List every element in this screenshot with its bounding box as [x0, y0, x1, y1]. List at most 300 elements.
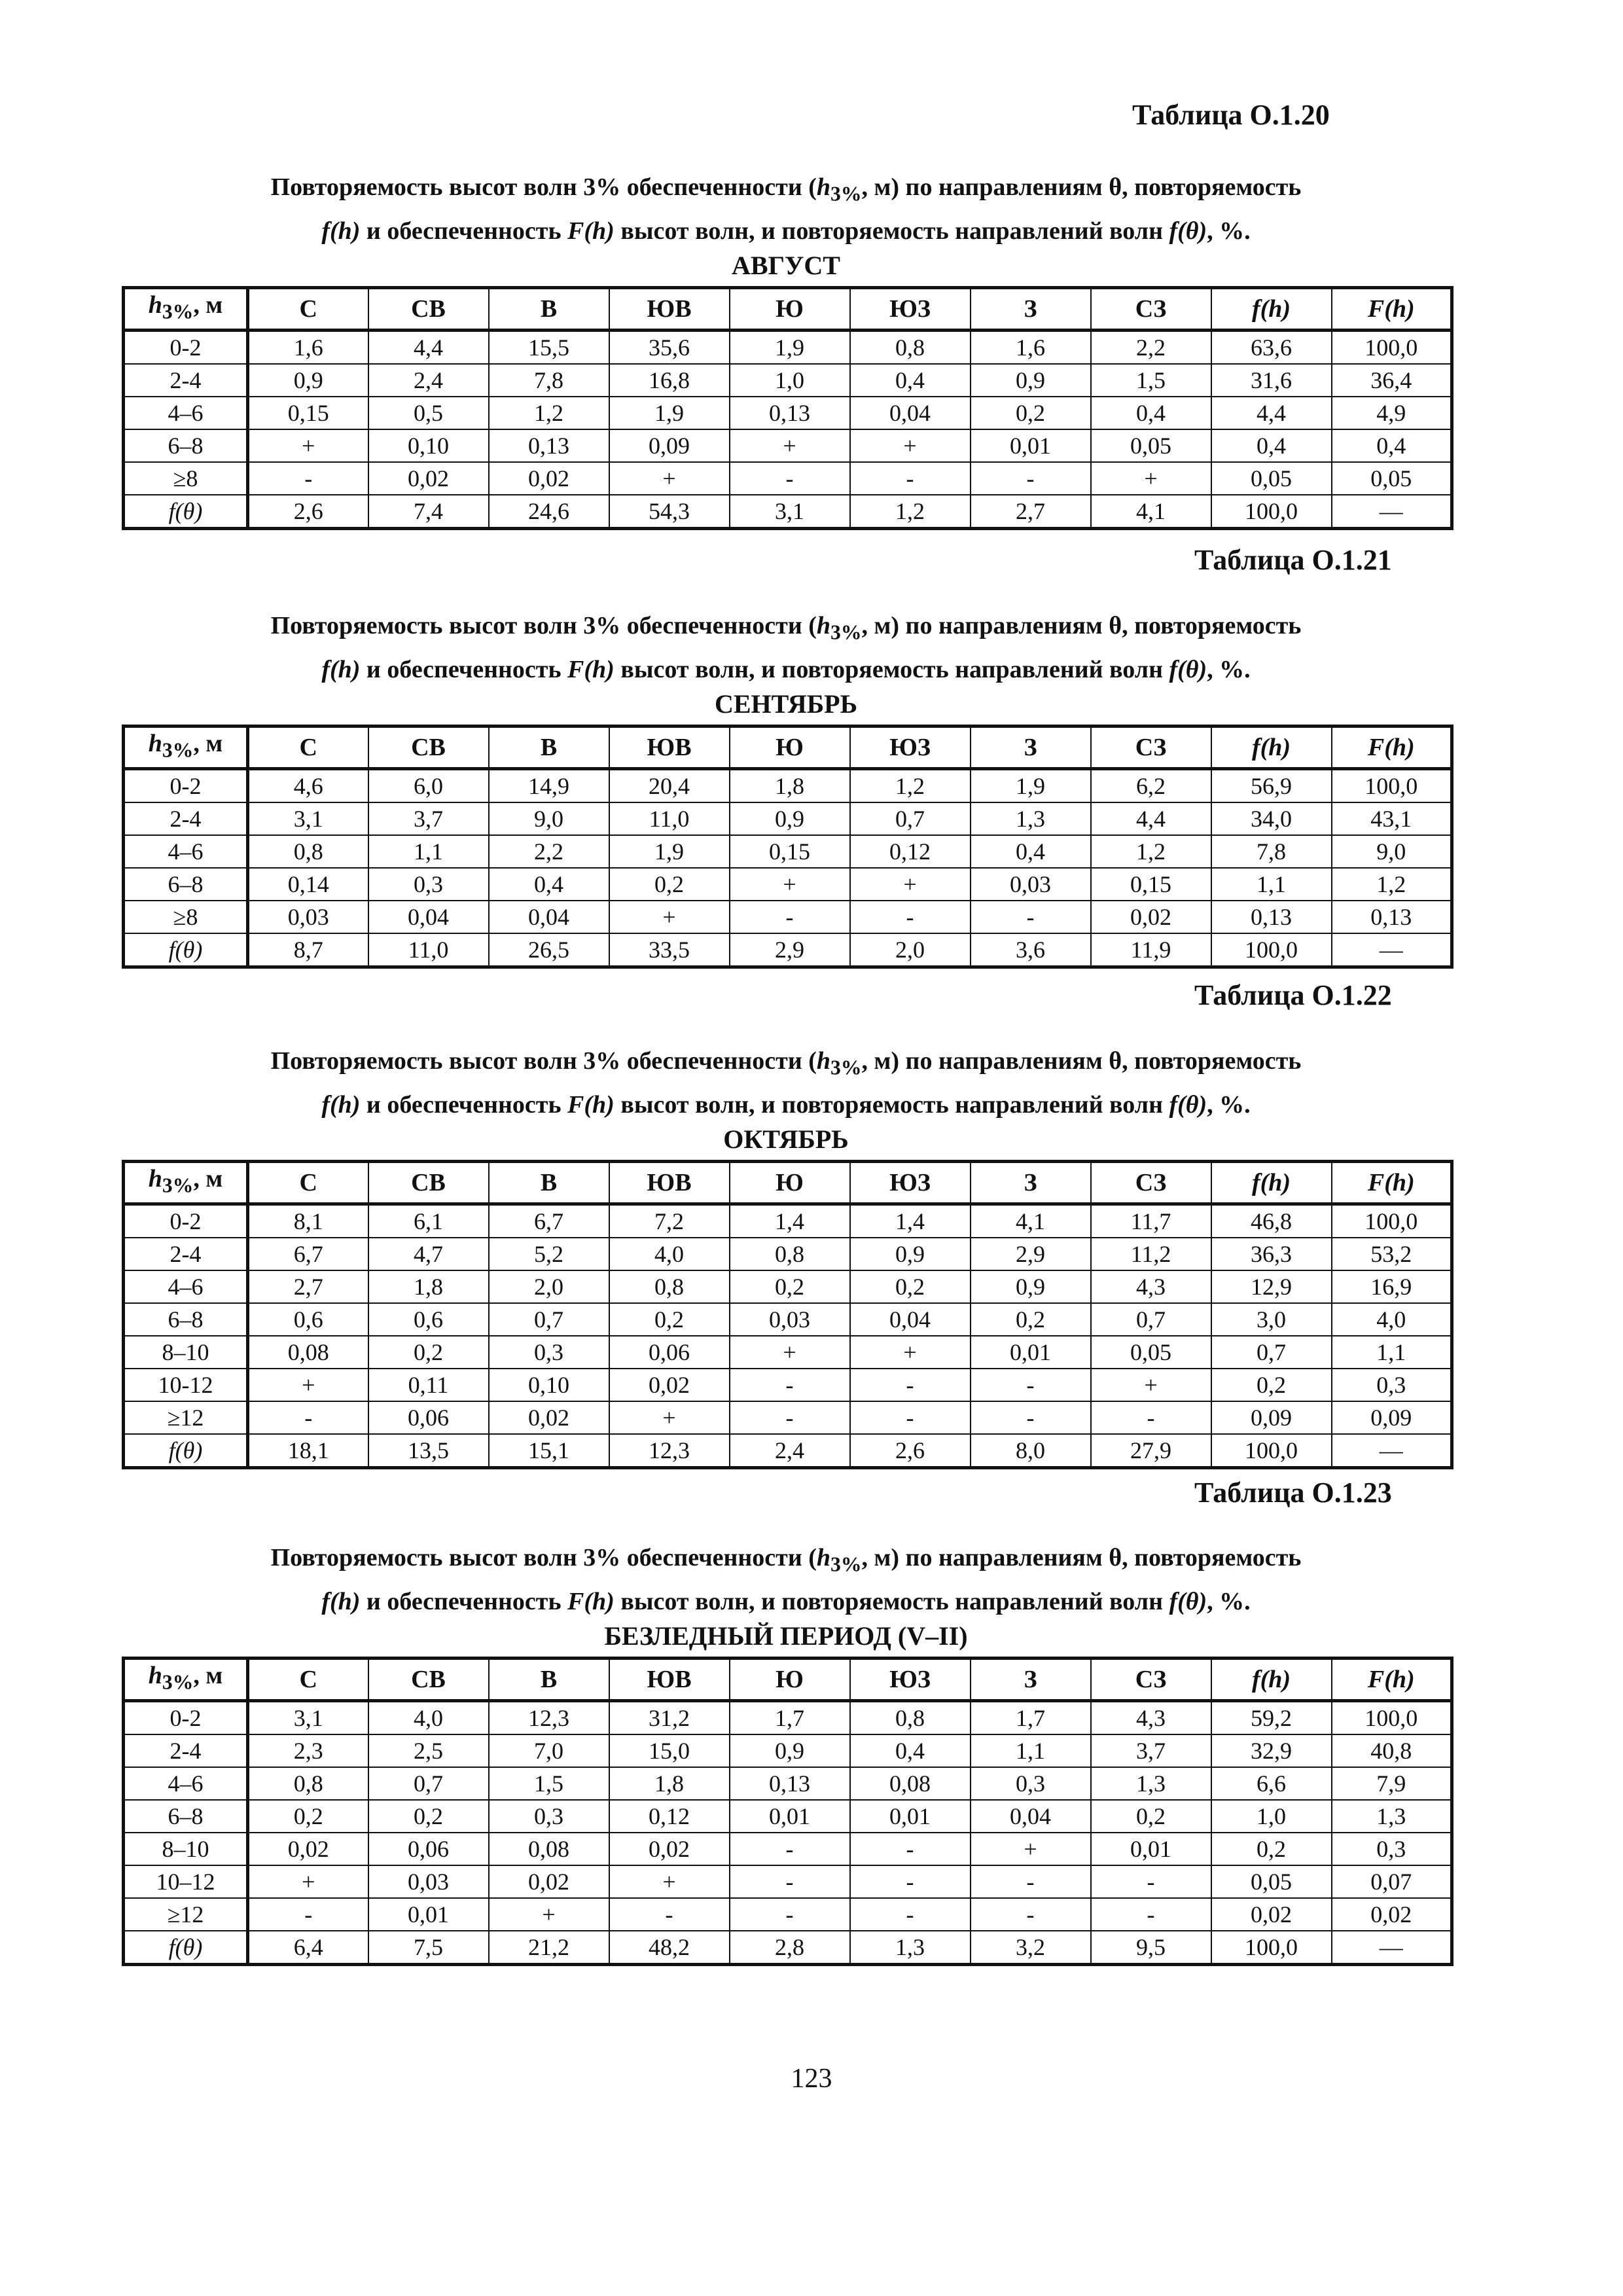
table-cell: 0,2	[1211, 1369, 1332, 1401]
table-cell: 0,02	[489, 1401, 609, 1434]
table-cell: 15,5	[489, 330, 609, 364]
table-cell: 0,09	[609, 429, 730, 462]
table-cell: 54,3	[609, 495, 730, 529]
table-cell: 16,9	[1332, 1270, 1452, 1303]
table-cell: 100,0	[1211, 495, 1332, 529]
table-row	[124, 1833, 1452, 1865]
table-cell: 0,02	[1091, 901, 1211, 933]
row-label: 0-2	[124, 768, 248, 802]
table-cell: 0,06	[368, 1833, 489, 1865]
table-cell: -	[850, 1833, 971, 1865]
row-label: 2-4	[124, 1734, 248, 1767]
table-cell: +	[730, 1336, 850, 1369]
table-caption	[122, 1539, 1450, 1620]
table-cell: 0,04	[850, 1303, 971, 1336]
table-cell: 1,5	[489, 1767, 609, 1800]
column-header: f(h)	[1211, 287, 1332, 330]
table-cell: +	[1091, 1369, 1211, 1401]
table-cell: 1,3	[1332, 1800, 1452, 1833]
table-row	[124, 1270, 1452, 1303]
table-cell: 0,9	[730, 1734, 850, 1767]
table-cell: 32,9	[1211, 1734, 1332, 1767]
header-row	[124, 287, 1452, 330]
page-number: 123	[791, 2064, 832, 2094]
row-label: 6–8	[124, 1800, 248, 1833]
table-cell: 2,3	[248, 1734, 368, 1767]
table-cell: 9,5	[1091, 1931, 1211, 1965]
table-cell: 2,9	[730, 933, 850, 967]
table-cell: 36,3	[1211, 1238, 1332, 1270]
table-cell: 0,01	[971, 429, 1091, 462]
table-cell: 3,6	[971, 933, 1091, 967]
column-header: f(h)	[1211, 726, 1332, 768]
table-cell: 3,1	[248, 1700, 368, 1734]
table-cell: 0,4	[850, 1734, 971, 1767]
table-cell: 0,2	[1091, 1800, 1211, 1833]
column-header: З	[971, 726, 1091, 768]
table-cell: 2,4	[730, 1434, 850, 1468]
table-cell: -	[730, 1865, 850, 1898]
table-cell: 1,6	[248, 330, 368, 364]
table-cell: 33,5	[609, 933, 730, 967]
table-cell: 0,04	[850, 397, 971, 429]
table-cell: 0,13	[730, 397, 850, 429]
table-cell: 0,02	[1332, 1898, 1452, 1931]
table-cell: 21,2	[489, 1931, 609, 1965]
table-cell: 7,0	[489, 1734, 609, 1767]
table-cell: 100,0	[1211, 1931, 1332, 1965]
table-cell: +	[609, 1865, 730, 1898]
column-header-height: $h_{3\%}$, м	[124, 287, 248, 330]
table-cell: 1,3	[971, 802, 1091, 835]
table-cell: 4,0	[609, 1238, 730, 1270]
table-cell: 0,2	[730, 1270, 850, 1303]
column-header: f(h)	[1211, 1161, 1332, 1204]
table-cell: 6,7	[248, 1238, 368, 1270]
table-row	[124, 1865, 1452, 1898]
table-cell: 11,2	[1091, 1238, 1211, 1270]
table-cell: 6,6	[1211, 1767, 1332, 1800]
table-row	[124, 1434, 1452, 1468]
column-header-height: $h_{3\%}$, м	[124, 1161, 248, 1204]
table-cell: 1,2	[850, 495, 971, 529]
table-cell: -	[971, 462, 1091, 495]
table-cell: 3,0	[1211, 1303, 1332, 1336]
table-cell: —	[1332, 1931, 1452, 1965]
column-header: СВ	[368, 726, 489, 768]
table-cell: 100,0	[1332, 1700, 1452, 1734]
column-header: f(h)	[1211, 1658, 1332, 1700]
table-row	[124, 462, 1452, 495]
row-label: ≥8	[124, 901, 248, 933]
row-label: f(θ)	[124, 1931, 248, 1965]
row-label: ≥12	[124, 1401, 248, 1434]
table-cell: 1,7	[971, 1700, 1091, 1734]
table-cell: 1,2	[489, 397, 609, 429]
period-title: ОКТЯБРЬ	[723, 1124, 849, 1154]
table-cell: 0,3	[1332, 1369, 1452, 1401]
table-cell: 6,7	[489, 1204, 609, 1238]
table-caption	[122, 607, 1450, 688]
table-row	[124, 1401, 1452, 1434]
table-cell: -	[1091, 1898, 1211, 1931]
table-cell: 35,6	[609, 330, 730, 364]
column-header: В	[489, 726, 609, 768]
table-cell: 0,3	[489, 1336, 609, 1369]
row-label: f(θ)	[124, 495, 248, 529]
table-cell: 16,8	[609, 364, 730, 397]
table-cell: 0,02	[609, 1833, 730, 1865]
table-cell: 1,0	[1211, 1800, 1332, 1833]
column-header: З	[971, 1161, 1091, 1204]
table-cell: 0,09	[1332, 1401, 1452, 1434]
column-header: ЮЗ	[850, 1658, 971, 1700]
table-section-ice-free-period	[122, 1539, 1450, 1966]
table-cell: 0,8	[850, 330, 971, 364]
table-cell: 0,05	[1211, 1865, 1332, 1898]
table-cell: 0,06	[609, 1336, 730, 1369]
table-cell: 7,8	[1211, 835, 1332, 868]
table-cell: 0,05	[1211, 462, 1332, 495]
column-header: Ю	[730, 1658, 850, 1700]
table-cell: 0,01	[1091, 1833, 1211, 1865]
data-table	[122, 1160, 1454, 1469]
table-cell: 0,2	[850, 1270, 971, 1303]
table-cell: 4,3	[1091, 1700, 1211, 1734]
table-cell: 7,9	[1332, 1767, 1452, 1800]
table-cell: 0,7	[489, 1303, 609, 1336]
column-header: В	[489, 1658, 609, 1700]
table-cell: 4,3	[1091, 1270, 1211, 1303]
table-cell: 6,0	[368, 768, 489, 802]
table-cell: +	[248, 1369, 368, 1401]
column-header: Ю	[730, 726, 850, 768]
table-cell: 0,3	[971, 1767, 1091, 1800]
table-cell: —	[1332, 1434, 1452, 1468]
table-cell: 0,12	[850, 835, 971, 868]
table-row	[124, 1369, 1452, 1401]
table-cell: 11,0	[609, 802, 730, 835]
table-cell: 0,08	[850, 1767, 971, 1800]
table-cell: 0,03	[971, 868, 1091, 901]
table-cell: 4,4	[368, 330, 489, 364]
table-cell: 0,15	[248, 397, 368, 429]
row-label: 6–8	[124, 429, 248, 462]
table-cell: -	[730, 1833, 850, 1865]
table-cell: 8,1	[248, 1204, 368, 1238]
table-cell: 1,9	[971, 768, 1091, 802]
data-table	[122, 286, 1454, 530]
row-label: f(θ)	[124, 1434, 248, 1468]
table-cell: 48,2	[609, 1931, 730, 1965]
table-cell: 0,10	[368, 429, 489, 462]
table-cell: -	[730, 1369, 850, 1401]
table-cell: 0,02	[489, 1865, 609, 1898]
column-header: З	[971, 287, 1091, 330]
table-cell: 0,4	[850, 364, 971, 397]
table-cell: -	[971, 1401, 1091, 1434]
table-row	[124, 1800, 1452, 1833]
table-cell: 7,4	[368, 495, 489, 529]
table-cell: 18,1	[248, 1434, 368, 1468]
table-cell: 0,02	[368, 462, 489, 495]
header-row	[124, 726, 1452, 768]
table-row	[124, 495, 1452, 529]
table-cell: 0,8	[850, 1700, 971, 1734]
table-cell: 0,2	[971, 1303, 1091, 1336]
table-cell: 0,10	[489, 1369, 609, 1401]
table-row	[124, 768, 1452, 802]
table-cell: 0,13	[1211, 901, 1332, 933]
table-cell: 0,4	[489, 868, 609, 901]
row-label: 2-4	[124, 802, 248, 835]
period-title: СЕНТЯБРЬ	[714, 689, 858, 719]
table-cell: 0,05	[1091, 1336, 1211, 1369]
table-cell: 0,7	[1211, 1336, 1332, 1369]
caption-line-2: f(h) и обеспеченность F(h) высот волн, и повторяемость направлений волн f(θ), %.	[321, 1587, 1251, 1615]
table-cell: -	[730, 901, 850, 933]
row-label: 4–6	[124, 1767, 248, 1800]
table-cell: 31,2	[609, 1700, 730, 1734]
table-cell: 4,6	[248, 768, 368, 802]
table-cell: 4,0	[1332, 1303, 1452, 1336]
table-cell: -	[730, 462, 850, 495]
column-header: F(h)	[1332, 726, 1452, 768]
table-row	[124, 1898, 1452, 1931]
table-cell: 34,0	[1211, 802, 1332, 835]
table-cell: +	[489, 1898, 609, 1931]
table-cell: 2,0	[489, 1270, 609, 1303]
table-cell: 0,6	[368, 1303, 489, 1336]
table-cell: 12,9	[1211, 1270, 1332, 1303]
caption-line-2: f(h) и обеспеченность F(h) высот волн, и повторяемость направлений волн f(θ), %.	[321, 217, 1251, 245]
table-cell: 0,2	[609, 868, 730, 901]
header-row	[124, 1161, 1452, 1204]
table-cell: 0,01	[368, 1898, 489, 1931]
table-cell: 31,6	[1211, 364, 1332, 397]
table-cell: 0,03	[730, 1303, 850, 1336]
table-cell: 100,0	[1332, 1204, 1452, 1238]
table-cell: 1,5	[1091, 364, 1211, 397]
table-cell: 0,7	[850, 802, 971, 835]
table-row	[124, 1336, 1452, 1369]
row-label: 8–10	[124, 1336, 248, 1369]
table-cell: 2,5	[368, 1734, 489, 1767]
table-section-october	[122, 1043, 1450, 1469]
column-header: F(h)	[1332, 287, 1452, 330]
table-cell: 0,08	[248, 1336, 368, 1369]
table-cell: 4,1	[1091, 495, 1211, 529]
table-cell: 0,8	[248, 1767, 368, 1800]
caption-line-1: Повторяемость высот волн 3% обеспеченности ($h_{3\%}$, м) по направлениям θ, повторяемость	[270, 1047, 1302, 1079]
table-cell: 0,07	[1332, 1865, 1452, 1898]
table-cell: 0,6	[248, 1303, 368, 1336]
table-cell: 1,2	[1332, 868, 1452, 901]
table-cell: 1,4	[850, 1204, 971, 1238]
table-cell: -	[971, 1369, 1091, 1401]
table-cell: 53,2	[1332, 1238, 1452, 1270]
table-row	[124, 1931, 1452, 1965]
table-cell: 4,9	[1332, 397, 1452, 429]
row-label: 2-4	[124, 1238, 248, 1270]
table-cell: 0,2	[609, 1303, 730, 1336]
table-row	[124, 933, 1452, 967]
table-row	[124, 330, 1452, 364]
table-cell: 11,9	[1091, 933, 1211, 967]
column-header: Ю	[730, 1161, 850, 1204]
column-header: Ю	[730, 287, 850, 330]
table-row	[124, 868, 1452, 901]
table-number: Таблица О.1.23	[1194, 1477, 1392, 1509]
table-cell: -	[248, 1401, 368, 1434]
table-cell: 40,8	[1332, 1734, 1452, 1767]
table-cell: 0,7	[368, 1767, 489, 1800]
table-cell: 1,2	[850, 768, 971, 802]
table-cell: 36,4	[1332, 364, 1452, 397]
table-number: Таблица О.1.22	[1194, 979, 1392, 1011]
column-header: В	[489, 287, 609, 330]
table-cell: 4,7	[368, 1238, 489, 1270]
table-cell: +	[850, 868, 971, 901]
table-cell: -	[248, 462, 368, 495]
table-cell: 0,01	[850, 1800, 971, 1833]
table-cell: 4,4	[1091, 802, 1211, 835]
table-cell: 3,2	[971, 1931, 1091, 1965]
table-cell: -	[730, 1401, 850, 1434]
period-title: АВГУСТ	[732, 250, 840, 280]
table-row	[124, 835, 1452, 868]
table-cell: -	[971, 1898, 1091, 1931]
table-cell: -	[609, 1898, 730, 1931]
table-cell: 3,7	[1091, 1734, 1211, 1767]
table-cell: 0,05	[1332, 462, 1452, 495]
table-cell: 8,7	[248, 933, 368, 967]
table-cell: 11,7	[1091, 1204, 1211, 1238]
table-cell: 20,4	[609, 768, 730, 802]
column-header: ЮЗ	[850, 287, 971, 330]
table-cell: 1,8	[368, 1270, 489, 1303]
table-cell: 0,4	[1332, 429, 1452, 462]
table-cell: 0,14	[248, 868, 368, 901]
table-cell: 7,2	[609, 1204, 730, 1238]
table-cell: 0,4	[971, 835, 1091, 868]
row-label: 0-2	[124, 1700, 248, 1734]
table-cell: 0,13	[1332, 901, 1452, 933]
table-cell: 2,8	[730, 1931, 850, 1965]
table-cell: 0,01	[971, 1336, 1091, 1369]
table-cell: 0,02	[489, 462, 609, 495]
table-cell: -	[850, 1369, 971, 1401]
table-row	[124, 1238, 1452, 1270]
table-number: Таблица О.1.20	[1132, 99, 1330, 131]
table-row	[124, 397, 1452, 429]
column-header: З	[971, 1658, 1091, 1700]
table-cell: 12,3	[609, 1434, 730, 1468]
row-label: 4–6	[124, 1270, 248, 1303]
table-cell: 0,09	[1211, 1401, 1332, 1434]
table-cell: -	[1091, 1865, 1211, 1898]
table-cell: -	[248, 1898, 368, 1931]
column-header: ЮЗ	[850, 1161, 971, 1204]
table-cell: 7,5	[368, 1931, 489, 1965]
table-cell: 6,4	[248, 1931, 368, 1965]
table-cell: 14,9	[489, 768, 609, 802]
table-cell: 9,0	[489, 802, 609, 835]
table-cell: 1,9	[730, 330, 850, 364]
table-cell: 43,1	[1332, 802, 1452, 835]
table-cell: 0,9	[971, 364, 1091, 397]
table-cell: -	[971, 1865, 1091, 1898]
table-cell: 11,0	[368, 933, 489, 967]
row-label: 10-12	[124, 1369, 248, 1401]
table-cell: 0,08	[489, 1833, 609, 1865]
table-cell: +	[971, 1833, 1091, 1865]
table-cell: -	[850, 1865, 971, 1898]
caption-line-1: Повторяемость высот волн 3% обеспеченности ($h_{3\%}$, м) по направлениям θ, повторяемость	[270, 1544, 1302, 1576]
table-cell: 0,02	[248, 1833, 368, 1865]
table-row	[124, 802, 1452, 835]
table-cell: 2,0	[850, 933, 971, 967]
table-cell: 3,1	[730, 495, 850, 529]
table-cell: 0,02	[1211, 1898, 1332, 1931]
table-cell: 5,2	[489, 1238, 609, 1270]
period-title: БЕЗЛЕДНЫЙ ПЕРИОД (V–II)	[604, 1621, 968, 1651]
table-cell: 0,11	[368, 1369, 489, 1401]
row-label: 0-2	[124, 330, 248, 364]
table-cell: 56,9	[1211, 768, 1332, 802]
row-label: 0-2	[124, 1204, 248, 1238]
caption-line-1: Повторяемость высот волн 3% обеспеченности ($h_{3\%}$, м) по направлениям θ, повторяемость	[270, 612, 1302, 644]
table-cell: 0,13	[489, 429, 609, 462]
table-section-september	[122, 607, 1450, 969]
column-header-height: $h_{3\%}$, м	[124, 1658, 248, 1700]
table-cell: 0,2	[971, 397, 1091, 429]
table-cell: 2,7	[248, 1270, 368, 1303]
table-cell: 100,0	[1332, 330, 1452, 364]
row-label: 10–12	[124, 1865, 248, 1898]
table-cell: 1,6	[971, 330, 1091, 364]
caption-line-1: Повторяемость высот волн 3% обеспеченности ($h_{3\%}$, м) по направлениям θ, повторяемость	[270, 173, 1302, 206]
table-cell: 3,7	[368, 802, 489, 835]
column-header: С	[248, 287, 368, 330]
table-cell: 1,3	[1091, 1767, 1211, 1800]
table-cell: 1,3	[850, 1931, 971, 1965]
table-cell: 0,9	[850, 1238, 971, 1270]
table-cell: 15,0	[609, 1734, 730, 1767]
table-cell: 0,15	[730, 835, 850, 868]
table-cell: 4,0	[368, 1700, 489, 1734]
table-cell: +	[248, 429, 368, 462]
table-cell: 1,2	[1091, 835, 1211, 868]
table-cell: +	[730, 429, 850, 462]
column-header: С	[248, 726, 368, 768]
table-cell: 0,8	[248, 835, 368, 868]
table-cell: 0,2	[248, 1800, 368, 1833]
table-cell: 0,13	[730, 1767, 850, 1800]
table-cell: 1,0	[730, 364, 850, 397]
caption-line-2: f(h) и обеспеченность F(h) высот волн, и повторяемость направлений волн f(θ), %.	[321, 655, 1251, 683]
table-cell: +	[609, 462, 730, 495]
column-header: F(h)	[1332, 1161, 1452, 1204]
table-cell: 3,1	[248, 802, 368, 835]
table-cell: +	[850, 429, 971, 462]
table-cell: 2,6	[850, 1434, 971, 1468]
table-cell: 4,4	[1211, 397, 1332, 429]
table-number: Таблица О.1.21	[1194, 544, 1392, 576]
table-caption	[122, 1043, 1450, 1123]
table-caption	[122, 169, 1450, 249]
row-label: 8–10	[124, 1833, 248, 1865]
